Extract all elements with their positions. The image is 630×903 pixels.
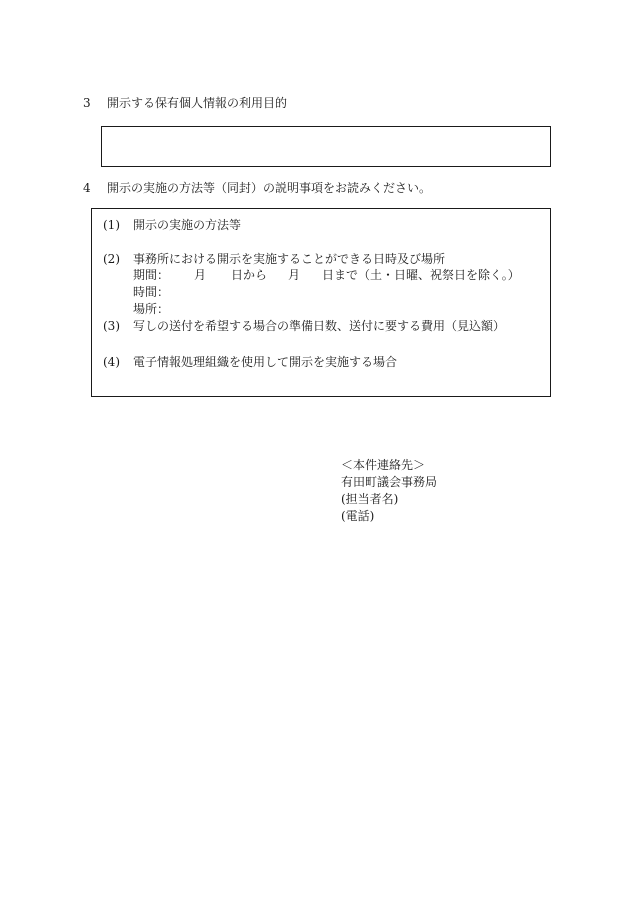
purpose-box — [101, 126, 551, 167]
period-label: 期間： — [133, 268, 170, 282]
period-month-1: 月 — [194, 268, 207, 282]
period-day-from: 日から — [231, 268, 268, 282]
contact-person: (担当者名) — [341, 492, 399, 506]
contact-office: 有田町議会事務局 — [341, 475, 438, 489]
item-4-text: 電子情報処理組織を使用して開示を実施する場合 — [133, 355, 398, 369]
contact-header: ＜本件連絡先＞ — [341, 458, 426, 472]
period-month-2: 月 — [288, 268, 301, 282]
section-3-number: 3 — [83, 96, 91, 110]
item-3-number: (3) — [103, 319, 120, 333]
contact-phone: (電話) — [341, 509, 375, 523]
section-3-title: 開示する保有個人情報の利用目的 — [107, 96, 288, 110]
place-label: 場所： — [133, 302, 170, 316]
period-day-to: 日まで（土・日曜、祝祭日を除く。） — [322, 268, 520, 282]
section-4-title: 開示の実施の方法等（同封）の説明事項をお読みください。 — [107, 181, 432, 195]
time-label: 時間： — [133, 285, 170, 299]
item-4-number: (4) — [103, 355, 120, 369]
item-1-text: 開示の実施の方法等 — [133, 218, 242, 232]
item-1-number: (1) — [103, 218, 120, 232]
item-3-text: 写しの送付を希望する場合の準備日数、送付に要する費用（見込額） — [133, 319, 506, 333]
item-2-text: 事務所における開示を実施することができる日時及び場所 — [133, 252, 446, 266]
section-4-heading — [83, 181, 431, 196]
item-2-number: (2) — [103, 252, 120, 266]
section-3-heading — [83, 96, 287, 111]
section-4-number: 4 — [83, 181, 91, 195]
